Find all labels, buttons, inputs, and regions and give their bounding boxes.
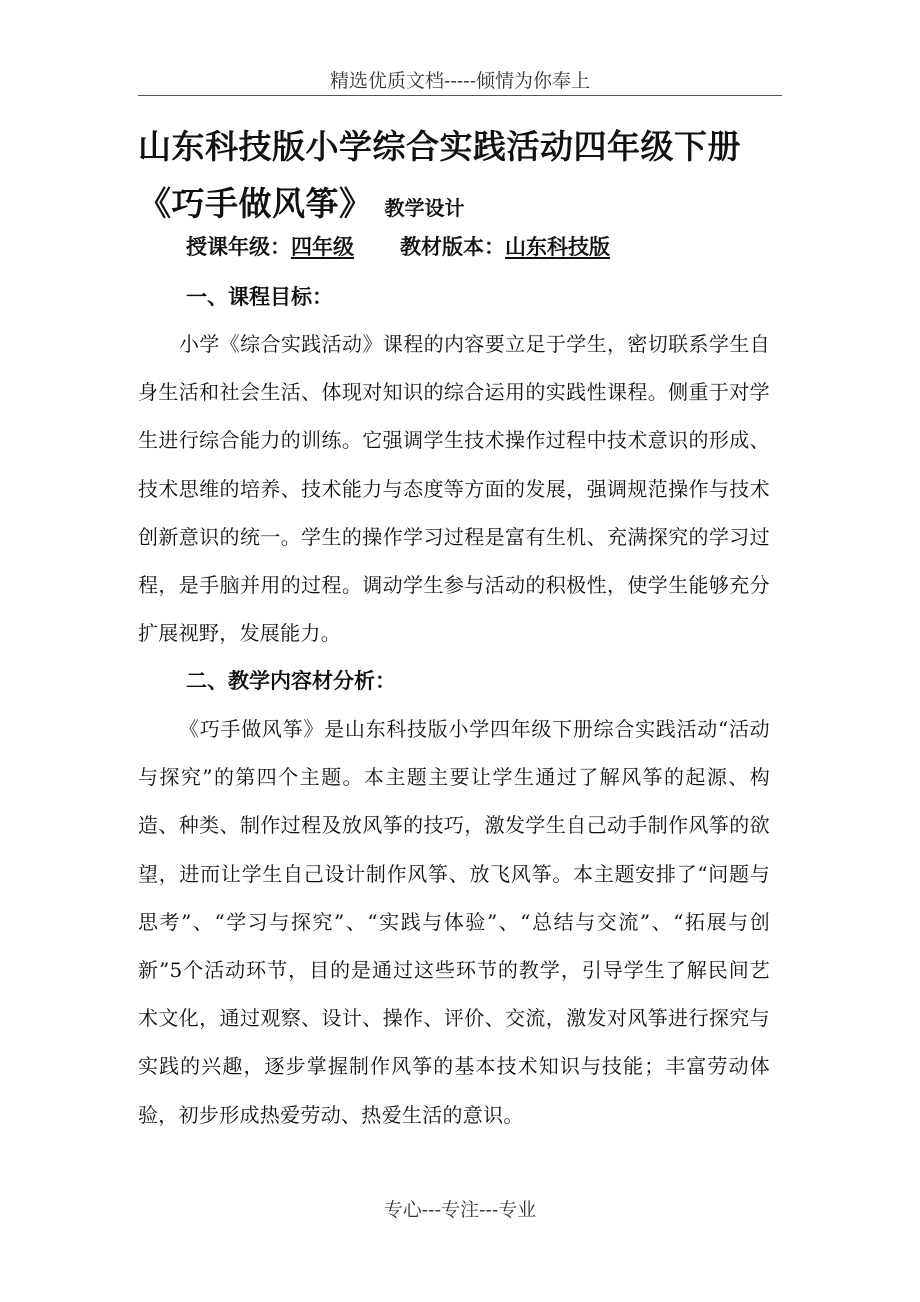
page-header: 精选优质文档-----倾情为你奉上: [329, 70, 591, 92]
edition-label: 教材版本：: [400, 235, 505, 259]
header-divider: [138, 95, 782, 96]
edition-value: 山东科技版: [505, 235, 610, 259]
course-meta: [186, 229, 610, 265]
document-title: [138, 118, 788, 237]
section-heading-content-analysis: 二、教学内容材分析：: [186, 669, 396, 693]
section-body-content-analysis: 《巧手做风筝》是山东科技版小学四年级下册综合实践活动“活动与探究”的第四个主题。本主题主要让学生通过了解风筝的起源、构造、种类、制作过程及放风筝的技巧，激发学生自己动手制作风筝的欲望，进而让学生自己设计制作风筝、放飞风筝。本主题安排了“问题与思考”、“学习与探究”、“实践与体验”、“总结与交流”、“拓展与创新”5个活动环节，目的是通过这些环节的教学，引导学生了解民间艺术文化，通过观察、设计、操作、评价、交流，激发对风筝进行探究与实践的兴趣，逐步掌握制作风筝的基本技术知识与技能；丰富劳动体验，初步形成热爱劳动、热爱生活的意识。: [138, 717, 770, 1127]
page-footer: 专心---专注---专业: [383, 1199, 537, 1221]
section-body-objectives: 小学《综合实践活动》课程的内容要立足于学生，密切联系学生自身生活和社会生活、体现对知识的综合运用的实践性课程。侧重于对学生进行综合能力的训练。它强调学生技术操作过程中技术意识的形成、技术思维的培养、技术能力与态度等方面的发展，强调规范操作与技术创新意识的统一。学生的操作学习过程是富有生机、充满探究的学习过程，是手脑并用的过程。调动学生参与活动的积极性，使学生能够充分扩展视野，发展能力。: [138, 332, 770, 646]
title-main: 山东科技版小学综合实践活动四年级下册《巧手做风筝》: [138, 127, 741, 223]
grade-value: 四年级: [291, 235, 354, 259]
title-suffix: 教学设计: [384, 196, 465, 220]
section-heading-objectives: 一、课程目标：: [186, 285, 333, 309]
grade-label: 授课年级：: [186, 235, 291, 259]
